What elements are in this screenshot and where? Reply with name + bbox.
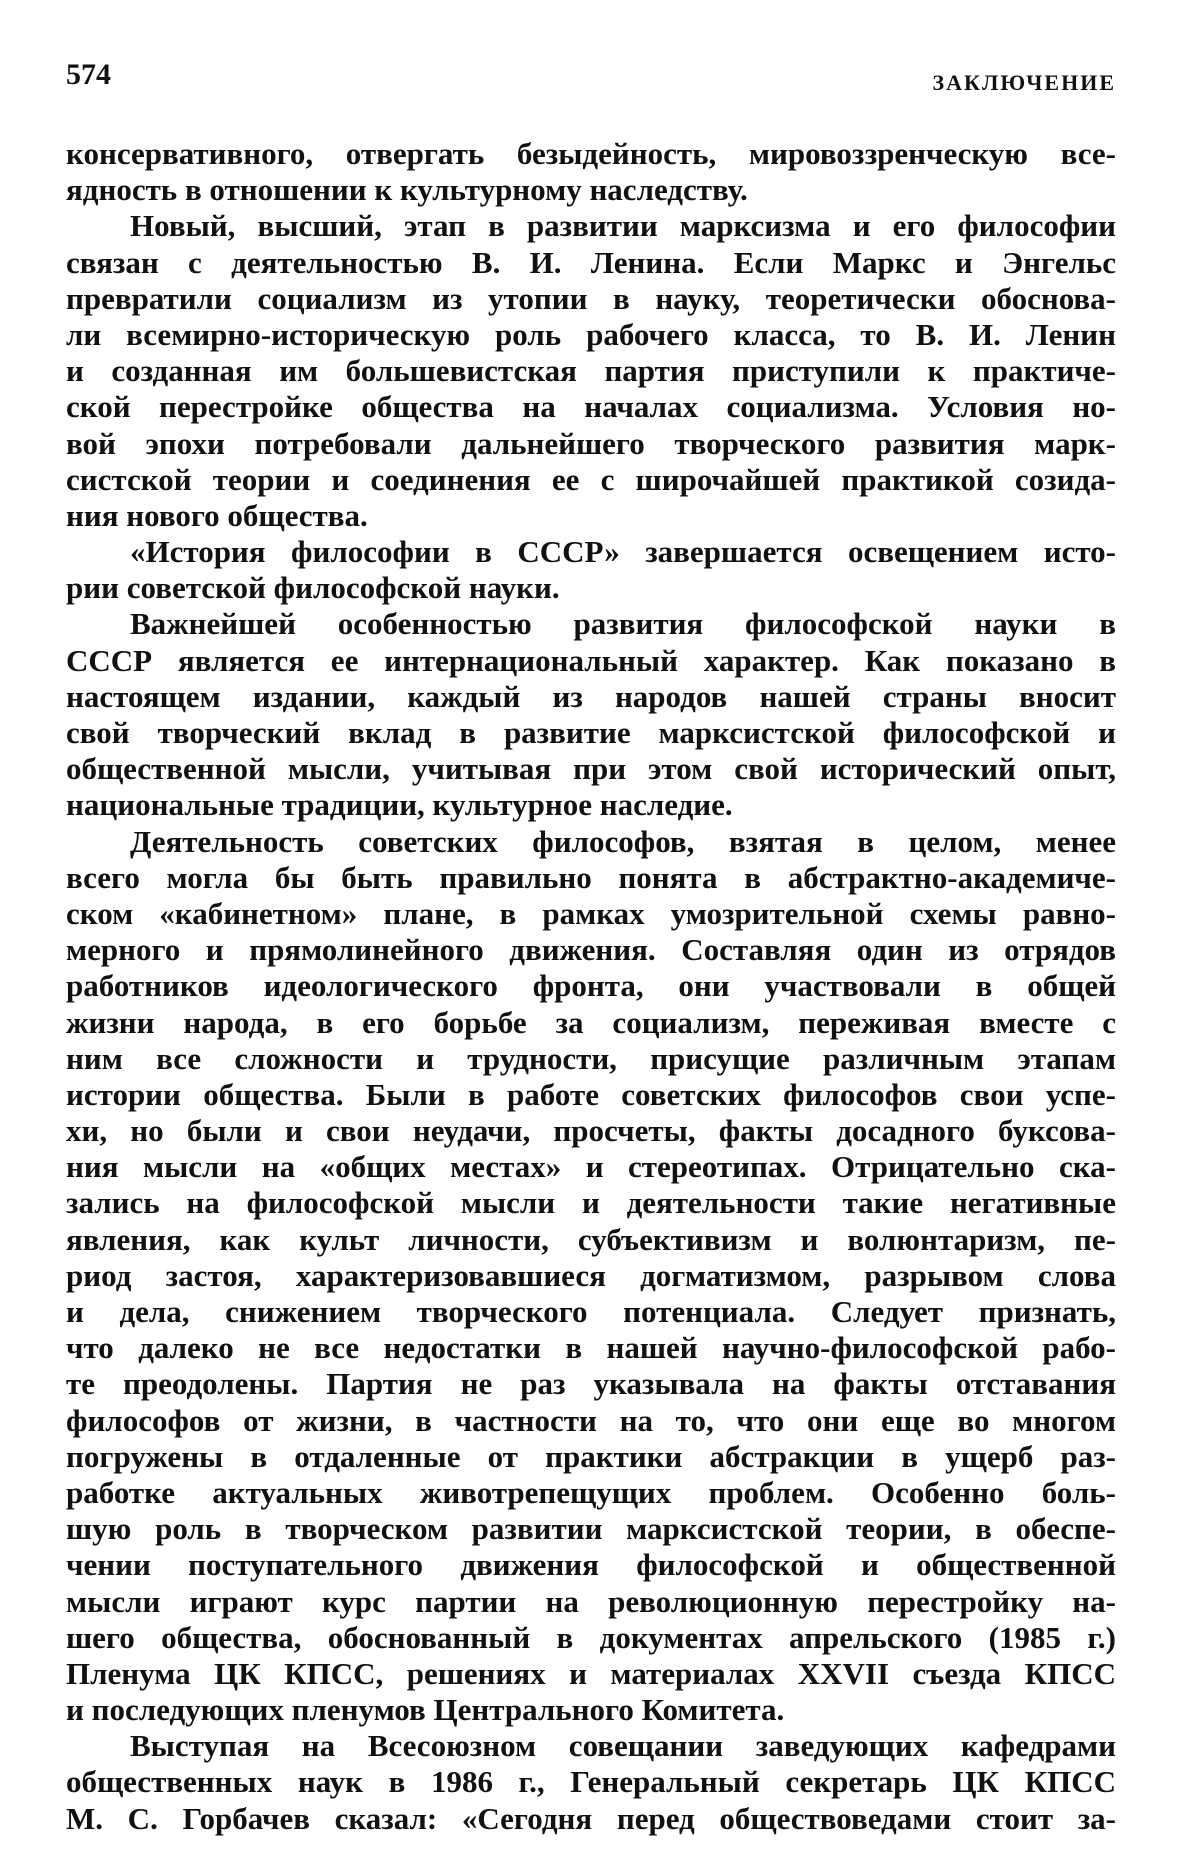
text-line: мерного и прямолинейного движения. Составляя один из отрядов	[66, 932, 1116, 968]
text-line: и дела, снижением творческого потенциала. Следует признать,	[66, 1294, 1116, 1329]
text-line: рии советской философской науки.	[66, 570, 560, 606]
text-line: хи, но были и свои неудачи, просчеты, факты досадного буксова-	[66, 1113, 1116, 1149]
text-line: ском «кабинетном» плане, в рамках умозрительной схемы равно-	[66, 895, 1116, 931]
text-line: истории общества. Были в работе советских философов свои успе-	[66, 1076, 1116, 1112]
text-line: Выступая на Всесоюзном совещании заведующих кафедрами	[130, 1728, 1116, 1764]
text-line: Новый, высший, этап в развитии марксизма и его философии	[130, 208, 1116, 244]
text-line: ской перестройке общества на началах социализма. Условия но-	[66, 389, 1116, 425]
text-line: и последующих пленумов Центрального Комитета.	[66, 1692, 785, 1728]
text-line: общественных наук в 1986 г., Генеральный секретарь ЦК КПСС	[66, 1764, 1116, 1800]
text-line: и созданная им большевистская партия приступили к практиче-	[66, 353, 1116, 389]
text-line: жизни народа, в его борьбе за социализм, переживая вместе с	[66, 1004, 1116, 1040]
text-line: риод застоя, характеризовавшиеся догматизмом, разрывом слова	[66, 1257, 1116, 1293]
text-line: ния нового общества.	[66, 497, 368, 533]
text-line: Пленума ЦК КПСС, решениях и материалах XXVII съезда КПСС	[66, 1655, 1116, 1691]
text-line: общественной мысли, учитывая при этом свой исторический опыт,	[66, 751, 1116, 787]
text-line: ядность в отношении к культурному наследству.	[66, 172, 748, 208]
text-line: «История философии в СССР» завершается освещением исто-	[130, 534, 1116, 570]
text-line: погружены в отдаленные от практики абстракции в ущерб раз-	[66, 1438, 1116, 1474]
text-line: настоящем издании, каждый из народов нашей страны вносит	[66, 678, 1116, 714]
text-line: мысли играют курс партии на революционную перестройку на-	[66, 1583, 1116, 1619]
text-line: превратили социализм из утопии в науку, теоретически обоснова-	[66, 280, 1116, 316]
text-line: Деятельность советских философов, взятая в целом, менее	[130, 823, 1116, 859]
text-line: те преодолены. Партия не раз указывала на факты отставания	[66, 1366, 1116, 1402]
text-line: работников идеологического фронта, они участвовали в общей	[66, 968, 1116, 1004]
text-line: ли всемирно-историческую роль рабочего класса, то В. И. Ленин	[66, 316, 1116, 352]
text-line: свой творческий вклад в развитие марксистской философской и	[66, 715, 1116, 750]
text-line: работке актуальных животрепещущих проблем. Особенно боль-	[66, 1474, 1116, 1510]
text-line: зались на философской мысли и деятельности такие негативные	[66, 1185, 1116, 1221]
text-line: СССР является ее интернациональный характер. Как показано в	[66, 642, 1116, 678]
text-line: М. С. Горбачев сказал: «Сегодня перед обществоведами стоит за-	[66, 1800, 1116, 1836]
text-line: шую роль в творческом развитии марксистской теории, в обеспе-	[66, 1511, 1116, 1547]
text-line: систской теории и соединения ее с широчайшей практикой созида-	[66, 461, 1116, 497]
text-line: ния мысли на «общих местах» и стереотипах. Отрицательно ска-	[66, 1149, 1116, 1185]
text-line: Важнейшей особенностью развития философской науки в	[130, 606, 1116, 642]
text-line: чении поступательного движения философской и общественной	[66, 1547, 1116, 1583]
text-line: явления, как культ личности, субъективизм и волюнтаризм, пе-	[66, 1221, 1116, 1257]
page-number: 574	[66, 58, 111, 91]
text-line: национальные традиции, культурное наследие.	[66, 787, 733, 823]
text-line: шего общества, обоснованный в документах апрельского (1985 г.)	[66, 1619, 1116, 1655]
text-line: ним все сложности и трудности, присущие различным этапам	[66, 1040, 1116, 1076]
text-line: что далеко не все недостатки в нашей научно-философской рабо-	[66, 1330, 1116, 1366]
page-header	[66, 58, 1116, 98]
text-line: связан с деятельностью В. И. Ленина. Если Маркс и Энгельс	[66, 244, 1116, 280]
text-line: всего могла бы быть правильно понята в абстрактно-академиче-	[66, 859, 1116, 895]
body-text	[66, 136, 1116, 1837]
text-line: философов от жизни, в частности на то, что они еще во многом	[66, 1402, 1116, 1438]
text-line: консервативного, отвергать безыдейность, мировоззренческую все-	[66, 136, 1116, 171]
text-line: вой эпохи потребовали дальнейшего творческого развития марк-	[66, 425, 1116, 461]
running-head: ЗАКЛЮЧЕНИЕ	[932, 70, 1116, 95]
